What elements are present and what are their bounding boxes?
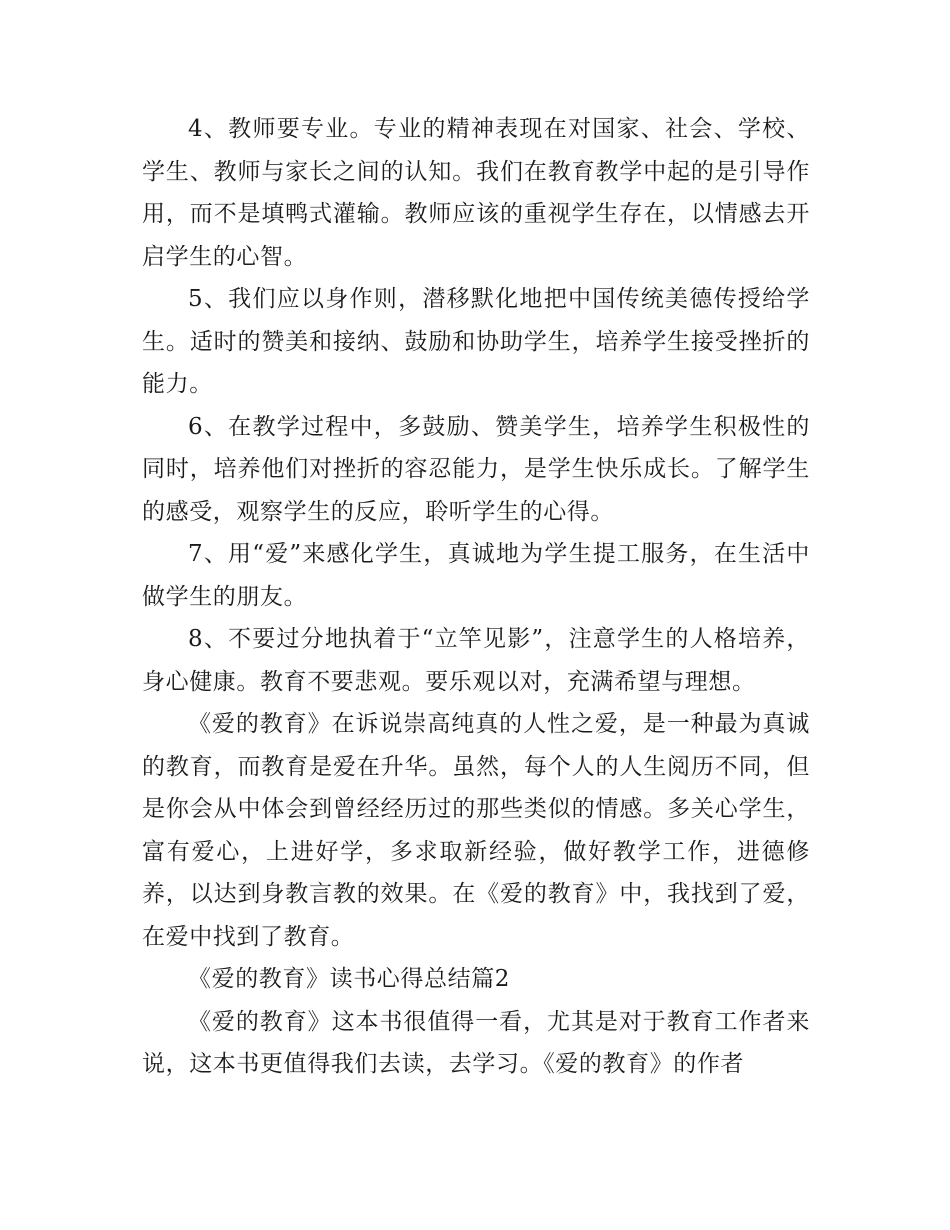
paragraph-intro-2: 《爱的教育》这本书很值得一看，尤其是对于教育工作者来说，这本书更值得我们去读，去学习。《爱的教育》的作者	[142, 1008, 810, 1077]
paragraph-point-5: 5、我们应以身作则，潜移默化地把中国传统美德传授给学生。适时的赞美和接纳、鼓励和协助学生，培养学生接受挫折的能力。	[142, 286, 810, 397]
paragraph-point-8: 8、不要过分地执着于“立竿见影”，注意学生的人格培养，身心健康。教育不要悲观。要乐观以对，充满希望与理想。	[142, 626, 810, 695]
section-heading: 《爱的教育》读书心得总结篇2	[188, 966, 511, 992]
paragraph-point-7: 7、用“爱”来感化学生，真诚地为学生提工服务，在生活中做学生的朋友。	[142, 541, 810, 610]
paragraph-point-4: 4、教师要专业。专业的精神表现在对国家、社会、学校、学生、教师与家长之间的认知。我们在教育教学中起的是引导作用，而不是填鸭式灌输。教师应该的重视学生存在，以情感去开启学生的心智。	[142, 116, 810, 270]
document-body	[142, 108, 810, 1086]
paragraph-conclusion: 《爱的教育》在诉说崇高纯真的人性之爱，是一种最为真诚的教育，而教育是爱在升华。虽然，每个人的人生阅历不同，但是你会从中体会到曾经经历过的那些类似的情感。多关心学生，富有爱心，上进好学，多求取新经验，做好教学工作，进德修养，以达到身教言教的效果。在《爱的教育》中，我找到了爱，在爱中找到了教育。	[142, 711, 810, 950]
paragraph-point-6: 6、在教学过程中，多鼓励、赞美学生，培养学生积极性的同时，培养他们对挫折的容忍能力，是学生快乐成长。了解学生的感受，观察学生的反应，聆听学生的心得。	[142, 413, 810, 525]
